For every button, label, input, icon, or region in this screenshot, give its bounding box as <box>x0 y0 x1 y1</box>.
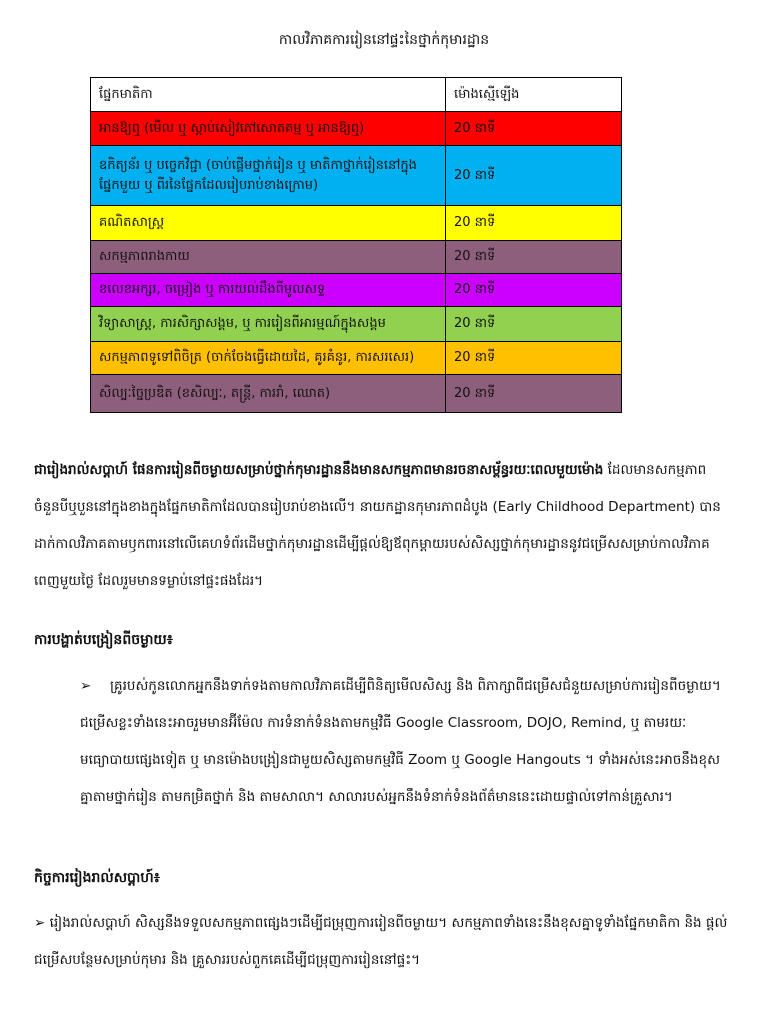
row-time: 20 នាទី <box>446 342 622 375</box>
table-row <box>91 206 622 241</box>
row-subject: អានឱ្យឮ (មើល ឬ ស្តាប់សៀវភៅសោតគម្ម ឬ អានឱ្យឮ) <box>91 112 446 146</box>
row-time: 20 នាទី <box>446 146 622 206</box>
table-row <box>91 274 622 307</box>
row-time: 20 នាទី <box>446 307 622 342</box>
table-row <box>91 375 622 413</box>
table-row <box>91 112 622 146</box>
row-subject: សកម្មភាពរាងកាយ <box>91 241 446 274</box>
weekly-tasks-text: រៀងរាល់សប្តាហ៍ សិស្សនឹងទទួលសកម្មភាពផ្សេងៗដើម្បីជម្រុញការរៀនពីចម្ងាយ។ សកម្មភាពទាំងនេះនឹងខុសគ្នាទូទាំងផ្នែកមាតិកា និង ផ្តល់ជម្រើសបន្ថែមសម្រាប់កុមារ និង គ្រួសាររបស់ពួកគេដើម្បីជម្រុញការរៀននៅផ្ទះ។ <box>34 915 728 968</box>
page-title: កាលវិភាគការរៀននៅផ្ទះនៃថ្នាក់កុមារដ្ឋាន <box>278 32 490 48</box>
row-time: 20 នាទី <box>446 274 622 307</box>
table-row <box>91 146 622 206</box>
row-subject: វិទ្យាសាស្ត្រ, ការសិក្សាសង្គម, ឬ ការរៀនពីអារម្មណ៍ក្នុងសង្គម <box>91 307 446 342</box>
row-subject: គណិតសាស្ត្រ <box>91 206 446 241</box>
table-row <box>91 241 622 274</box>
arrow-bullet-icon: ➢ <box>34 915 46 931</box>
row-time: 20 នាទី <box>446 375 622 413</box>
row-time: 20 នាទី <box>446 241 622 274</box>
header-time: ម៉ោងស្មើឡើង <box>446 78 622 112</box>
remote-teaching-bullet <box>80 668 730 816</box>
arrow-bullet-icon: ➢ <box>80 678 92 694</box>
schedule-table <box>90 77 622 413</box>
remote-teaching-heading: ការបង្ហាត់បង្រៀនពីចម្ងាយ៖ <box>34 632 173 648</box>
weekly-tasks-heading: កិច្ចការរៀងរាល់សប្តាហ៍៖ <box>34 870 160 886</box>
intro-text: ដែលមានសកម្មភាពចំនួនបីឬបួននៅក្នុងខាងក្នុងផ្នែកមាតិកាដែលបានរៀបរាប់ខាងលើ។ នាយកដ្ឋានកុមារភាពដំបូង (Early Childhood Department) បានដាក់កាលវិភាគតាមឫកពារនៅលើគេហទំព័រដើមថ្នាក់កុមារដ្ឋានដើម្បីផ្តល់ឱ្យឪពុកម្តាយរបស់សិស្សថ្នាក់កុមារដ្ឋាននូវជម្រើសសម្រាប់កាលវិភាគពេញមួយថ្ងៃ ដែលរួមមានទម្លាប់នៅផ្ទះផងដែរ។ <box>34 462 721 589</box>
row-subject: ឧកិត្យន័រ ឬ បច្ចេកវិជ្ជា (ចាប់ផ្តើមថ្នាក់រៀន ឬ មាតិកាថ្នាក់រៀននៅក្នុងផ្នែកមួយ ឬ ពីរនៃផ្នែកដែលរៀបរាប់ខាងក្រោម) <box>91 146 446 206</box>
row-subject: ខលេខអក្សរ, ចម្រៀង ឬ ការយល់ដឹងពីមូលសទ្ទ <box>91 274 446 307</box>
row-subject: សកម្មភាពទូទៅពិចិត្រ (ចាក់ចែងធ្វើដោយដៃ, គូរគំនូរ, ការសរសេរ) <box>91 342 446 375</box>
weekly-tasks-paragraph <box>34 905 734 979</box>
table-row <box>91 307 622 342</box>
intro-paragraph <box>34 452 734 600</box>
table-body <box>91 112 622 413</box>
row-time: 20 នាទី <box>446 206 622 241</box>
intro-bold-text: ជារៀងរាល់សប្តាហ៍ ផែនការរៀនពីចម្ងាយសម្រាប់ថ្នាក់កុមារដ្ឋាននឹងមានសកម្មភាពមានរចនាសម្ព័ន្ធរយៈពេលមួយម៉ោង <box>34 462 604 478</box>
header-subject: ផ្នែកមាតិកា <box>91 78 446 112</box>
remote-teaching-text: គ្រូរបស់កូនលោកអ្នកនឹងទាក់ទងតាមកាលវិភាគដើម្បីពិនិត្យមើលសិស្ស និង ពិភាក្សាពីជម្រើសជំនួយសម្រាប់ការរៀនពីចម្ងាយ។ ជម្រើសខ្លះទាំងនេះអាចរួមមានអ៊ីម៉ែល ការទំនាក់ទំនងតាមកម្មវិធី Google Classroom, DOJO, Remind, ឬ តាមរយៈមធ្យោបាយផ្សេងទៀត ឬ មានម៉ោងបង្រៀនជាមួយសិស្សតាមកម្មវិធី Zoom ឬ Google Hangouts ។ ទាំងអស់នេះអាចនឹងខុសគ្នាតាមថ្នាក់រៀន តាមកម្រិតថ្នាក់ និង តាមសាលា។ សាលារបស់អ្នកនឹងទំនាក់ទំនងព័ត៌មាននេះដោយផ្ទាល់ទៅកាន់គ្រួសារ។ <box>80 678 721 805</box>
table-row <box>91 342 622 375</box>
row-subject: សិល្បៈច្នៃប្រឌិត (ខសិល្បៈ, តន្ត្រី, ការរាំ, ឈោត) <box>91 375 446 413</box>
table-header-row <box>91 78 622 112</box>
row-time: 20 នាទី <box>446 112 622 146</box>
